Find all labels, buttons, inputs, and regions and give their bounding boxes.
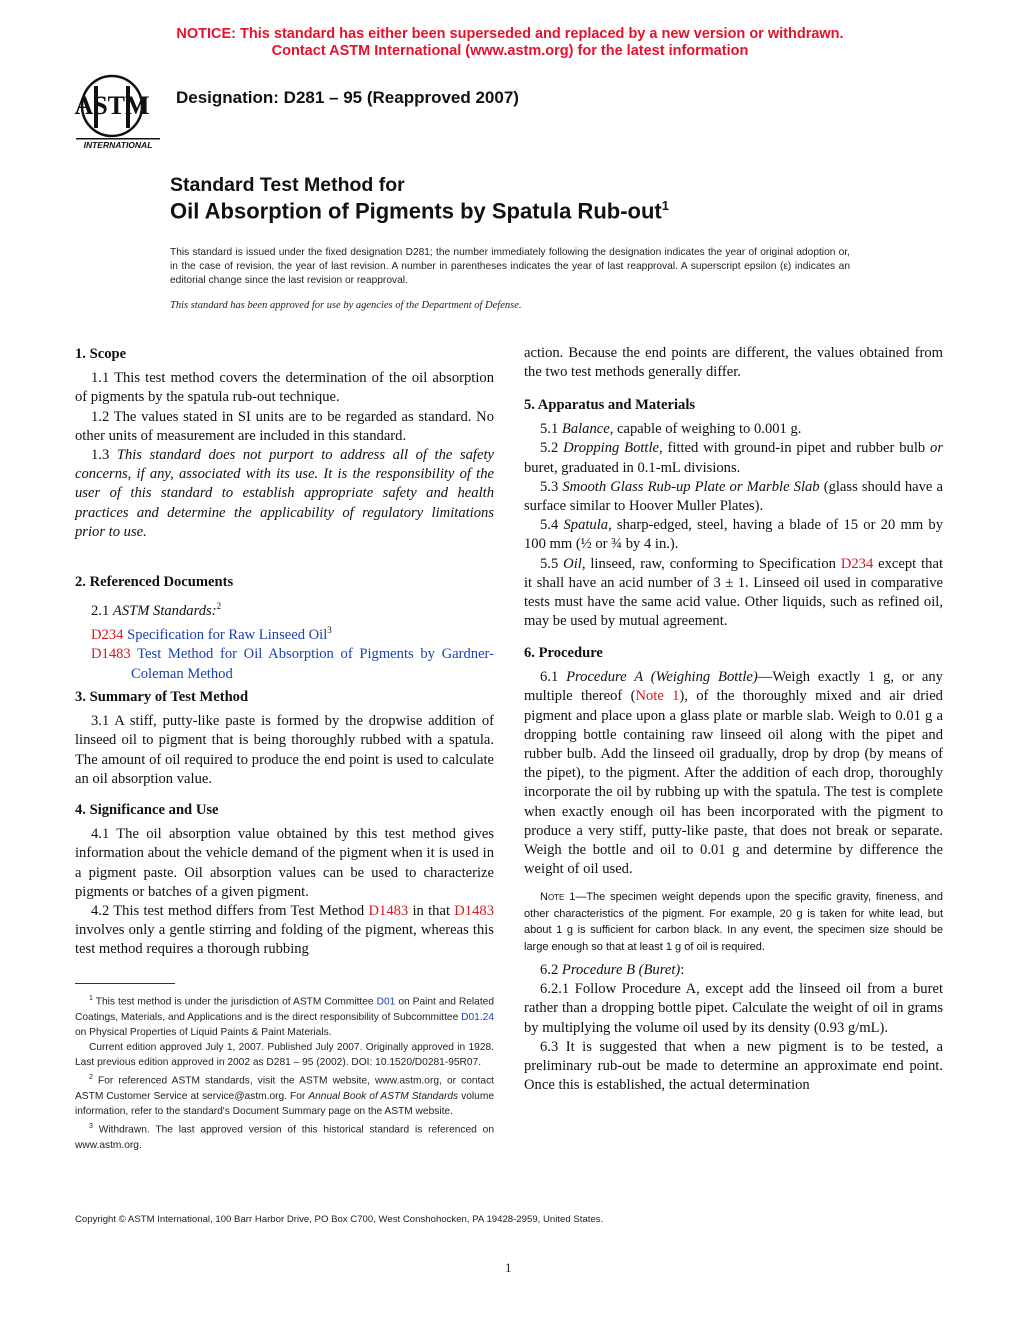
dod-approval-note: This standard has been approved for use by agencies of the Department of Defense. xyxy=(170,300,522,311)
footnote-1-edition: Current edition approved July 1, 2007. Published July 2007. Originally approved in 1928. Last previous edition approved in 2002 as D281 – 95 (2002). DOI: 10.1520/D0281-95R07. xyxy=(75,1042,494,1069)
section-4-continued xyxy=(524,344,943,382)
section-5 xyxy=(524,396,943,631)
logo-letters: ASTM xyxy=(74,91,150,120)
para-2-1: 2.1 ASTM Standards:$^2$ xyxy=(91,601,222,620)
ref-d234[interactable]: D234 Specification for Raw Linseed Oil$^3$ xyxy=(91,625,332,644)
para-5-1: 5.1 Balance, capable of weighing to 0.001 g. xyxy=(540,421,802,438)
para-5-5: 5.5 Oil, linseed, raw, conforming to Specification D234 except that it shall have an acid number of 3 ± 1. Linseed oil used in comparative tests must have the same acid value. Other liquids, such as refined oil, may be used by mutual agreement. xyxy=(524,555,943,630)
section-6-heading: 6. Procedure xyxy=(524,645,603,661)
section-4-heading: 4. Significance and Use xyxy=(75,802,219,818)
section-3 xyxy=(75,688,494,789)
section-1 xyxy=(75,345,494,542)
notice-line-1: NOTICE: This standard has either been superseded and replaced by a new version or withdrawn. xyxy=(176,26,844,42)
para-3-1: 3.1 A stiff, putty-like paste is formed by the dropwise addition of linseed oil to pigment that is being thoroughly rubbed with a spatula. The amount of oil required to produce the end point is used to calculate an oil absorption value. xyxy=(75,713,494,787)
section-5-heading: 5. Apparatus and Materials xyxy=(524,397,696,413)
section-2 xyxy=(75,573,494,684)
section-1-heading: 1. Scope xyxy=(75,346,127,362)
para-5-4: 5.4 Spatula, sharp-edged, steel, having a blade of 15 or 20 mm by 100 mm (½ or ¾ by 4 in.). xyxy=(524,517,943,553)
footnote-2: $^2$ For referenced ASTM standards, visit the ASTM website, www.astm.org, or contact ASTM Customer Service at service@astm.org. For Annual Book of ASTM Standards volume information, refer to the standard's Document Summary page on the ASTM website. xyxy=(75,1074,495,1118)
logo-text: INTERNATIONAL xyxy=(83,140,153,150)
para-6-1: 6.1 Procedure A (Weighing Bottle)—Weigh exactly 1 g, or any multiple thereof (Note 1), of the thoroughly mixed and air dried pigment and place upon a glass plate or marble slab. Weigh to 0.01 g a dropping bottle containing raw linseed oil along with the pipet and rubber bulb. Add the linseed oil gradually, drop by drop (by means of the pipet), to the pigment. After the addition of each drop, thoroughly incorporate the oil by rubbing up with the spatula. The test is complete when exactly enough oil has been incorporated with the pigment to produce a very stiff, putty-like paste, that does not break or separate. Weigh the bottle and oil to 0.01 g and determine by difference the weight of oil used. xyxy=(524,669,943,878)
issuance-note: This standard is issued under the fixed designation D281; the number immediately following the designation indicates the year of original adoption or, in the case of revision, the year of last revision. A number in parentheses indicates the year of last reapproval. A superscript epsilon (ε) indicates an editorial change since the last revision or reapproval. xyxy=(170,247,850,287)
link-d1483-a[interactable]: D1483 xyxy=(368,903,409,920)
link-d234[interactable]: D234 xyxy=(840,555,874,572)
para-6-3: 6.3 It is suggested that when a new pigment is to be tested, a preliminary rub-out be made to determine an approximate end point. Once this is established, the actual determination xyxy=(524,1038,943,1094)
ref-d1483[interactable]: D1483 Test Method for Oil Absorption of Pigments by Gardner-Coleman Method xyxy=(91,646,494,682)
para-4-2: 4.2 This test method differs from Test Method D1483 in that D1483 involves only a gentle stirring and folding of the pigment, whereas this test method requires a thorough rubbing xyxy=(75,903,494,958)
para-1-1: 1.1 This test method covers the determination of the oil absorption of pigments by the spatula rub-out technique. xyxy=(75,370,494,406)
footnote-1: $^1$ This test method is under the jurisdiction of ASTM Committee D01 on Paint and Related Coatings, Materials, and Applications and is the direct responsibility of Subcommittee D01.24 on Physical Properties of Liquid Paints & Paint Materials. xyxy=(75,995,494,1038)
link-d01[interactable]: D01 xyxy=(376,996,396,1008)
title-line-1: Standard Test Method for xyxy=(170,174,405,196)
astm-logo xyxy=(66,72,162,154)
para-5-3: 5.3 Smooth Glass Rub-up Plate or Marble Slab (glass should have a surface similar to Hoover Muller Plates). xyxy=(524,478,943,515)
section-2-heading: 2. Referenced Documents xyxy=(75,574,234,590)
para-1-3: 1.3 This standard does not purport to address all of the safety concerns, if any, associated with its use. It is the responsibility of the user of this standard to establish appropriate safety and health practices and determine the applicability of regulatory limitations prior to use. xyxy=(75,447,494,540)
section-6 xyxy=(524,644,943,1095)
para-6-2-1: 6.2.1 Follow Procedure A, except add the linseed oil from a buret rather than a dropping bottle pipet. Calculate the weight of oil in grams by multiplying the volume oil used by its density (0.93 g/mL). xyxy=(524,981,943,1036)
link-note-1[interactable]: Note 1 xyxy=(635,688,680,705)
link-d1483-b[interactable]: D1483 xyxy=(454,903,494,920)
section-4 xyxy=(75,801,494,960)
footnote-rule xyxy=(75,983,175,984)
para-4-2-continued: action. Because the end points are different, the values obtained from the two test methods generally differ. xyxy=(524,345,943,381)
designation: Designation: D281 – 95 (Reapproved 2007) xyxy=(176,88,519,107)
title-line-2: Oil Absorption of Pigments by Spatula Rub-out$^1$ xyxy=(170,198,669,224)
para-4-1: 4.1 The oil absorption value obtained by this test method gives information about the vehicle demand of the pigment when it is used in a pigment paste. Oil absorption values can be used to characterize pigments or batches of a given pigment. xyxy=(75,826,494,900)
section-3-heading: 3. Summary of Test Method xyxy=(75,689,249,705)
footnote-3: $^3$ Withdrawn. The last approved version of this historical standard is referenced on www.astm.org. xyxy=(75,1123,494,1151)
footnotes xyxy=(75,991,494,1153)
para-6-2: 6.2 Procedure B (Buret): xyxy=(540,962,685,979)
note-1: Note 1—The specimen weight depends upon the specific gravity, fineness, and other characteristics of the pigment. For example, 20 g is taken for white lead, but about 1 g is sufficient for carbon black. In any event, the specimen size should be large enough so that at least 1 g of oil is required. xyxy=(524,891,943,953)
notice-line-2: Contact ASTM International (www.astm.org) for the latest information xyxy=(271,43,749,59)
para-1-2: 1.2 The values stated in SI units are to be regarded as standard. No other units of measurement are included in this standard. xyxy=(75,408,494,444)
para-5-2: 5.2 Dropping Bottle, fitted with ground-in pipet and rubber bulb or buret, graduated in 0.1-mL divisions. xyxy=(524,440,944,476)
page-number: 1 xyxy=(505,1260,512,1275)
copyright: Copyright © ASTM International, 100 Barr Harbor Drive, PO Box C700, West Conshohocken, PA 19428-2959, United States. xyxy=(75,1214,604,1225)
link-d01-24[interactable]: D01.24 xyxy=(461,1011,494,1023)
